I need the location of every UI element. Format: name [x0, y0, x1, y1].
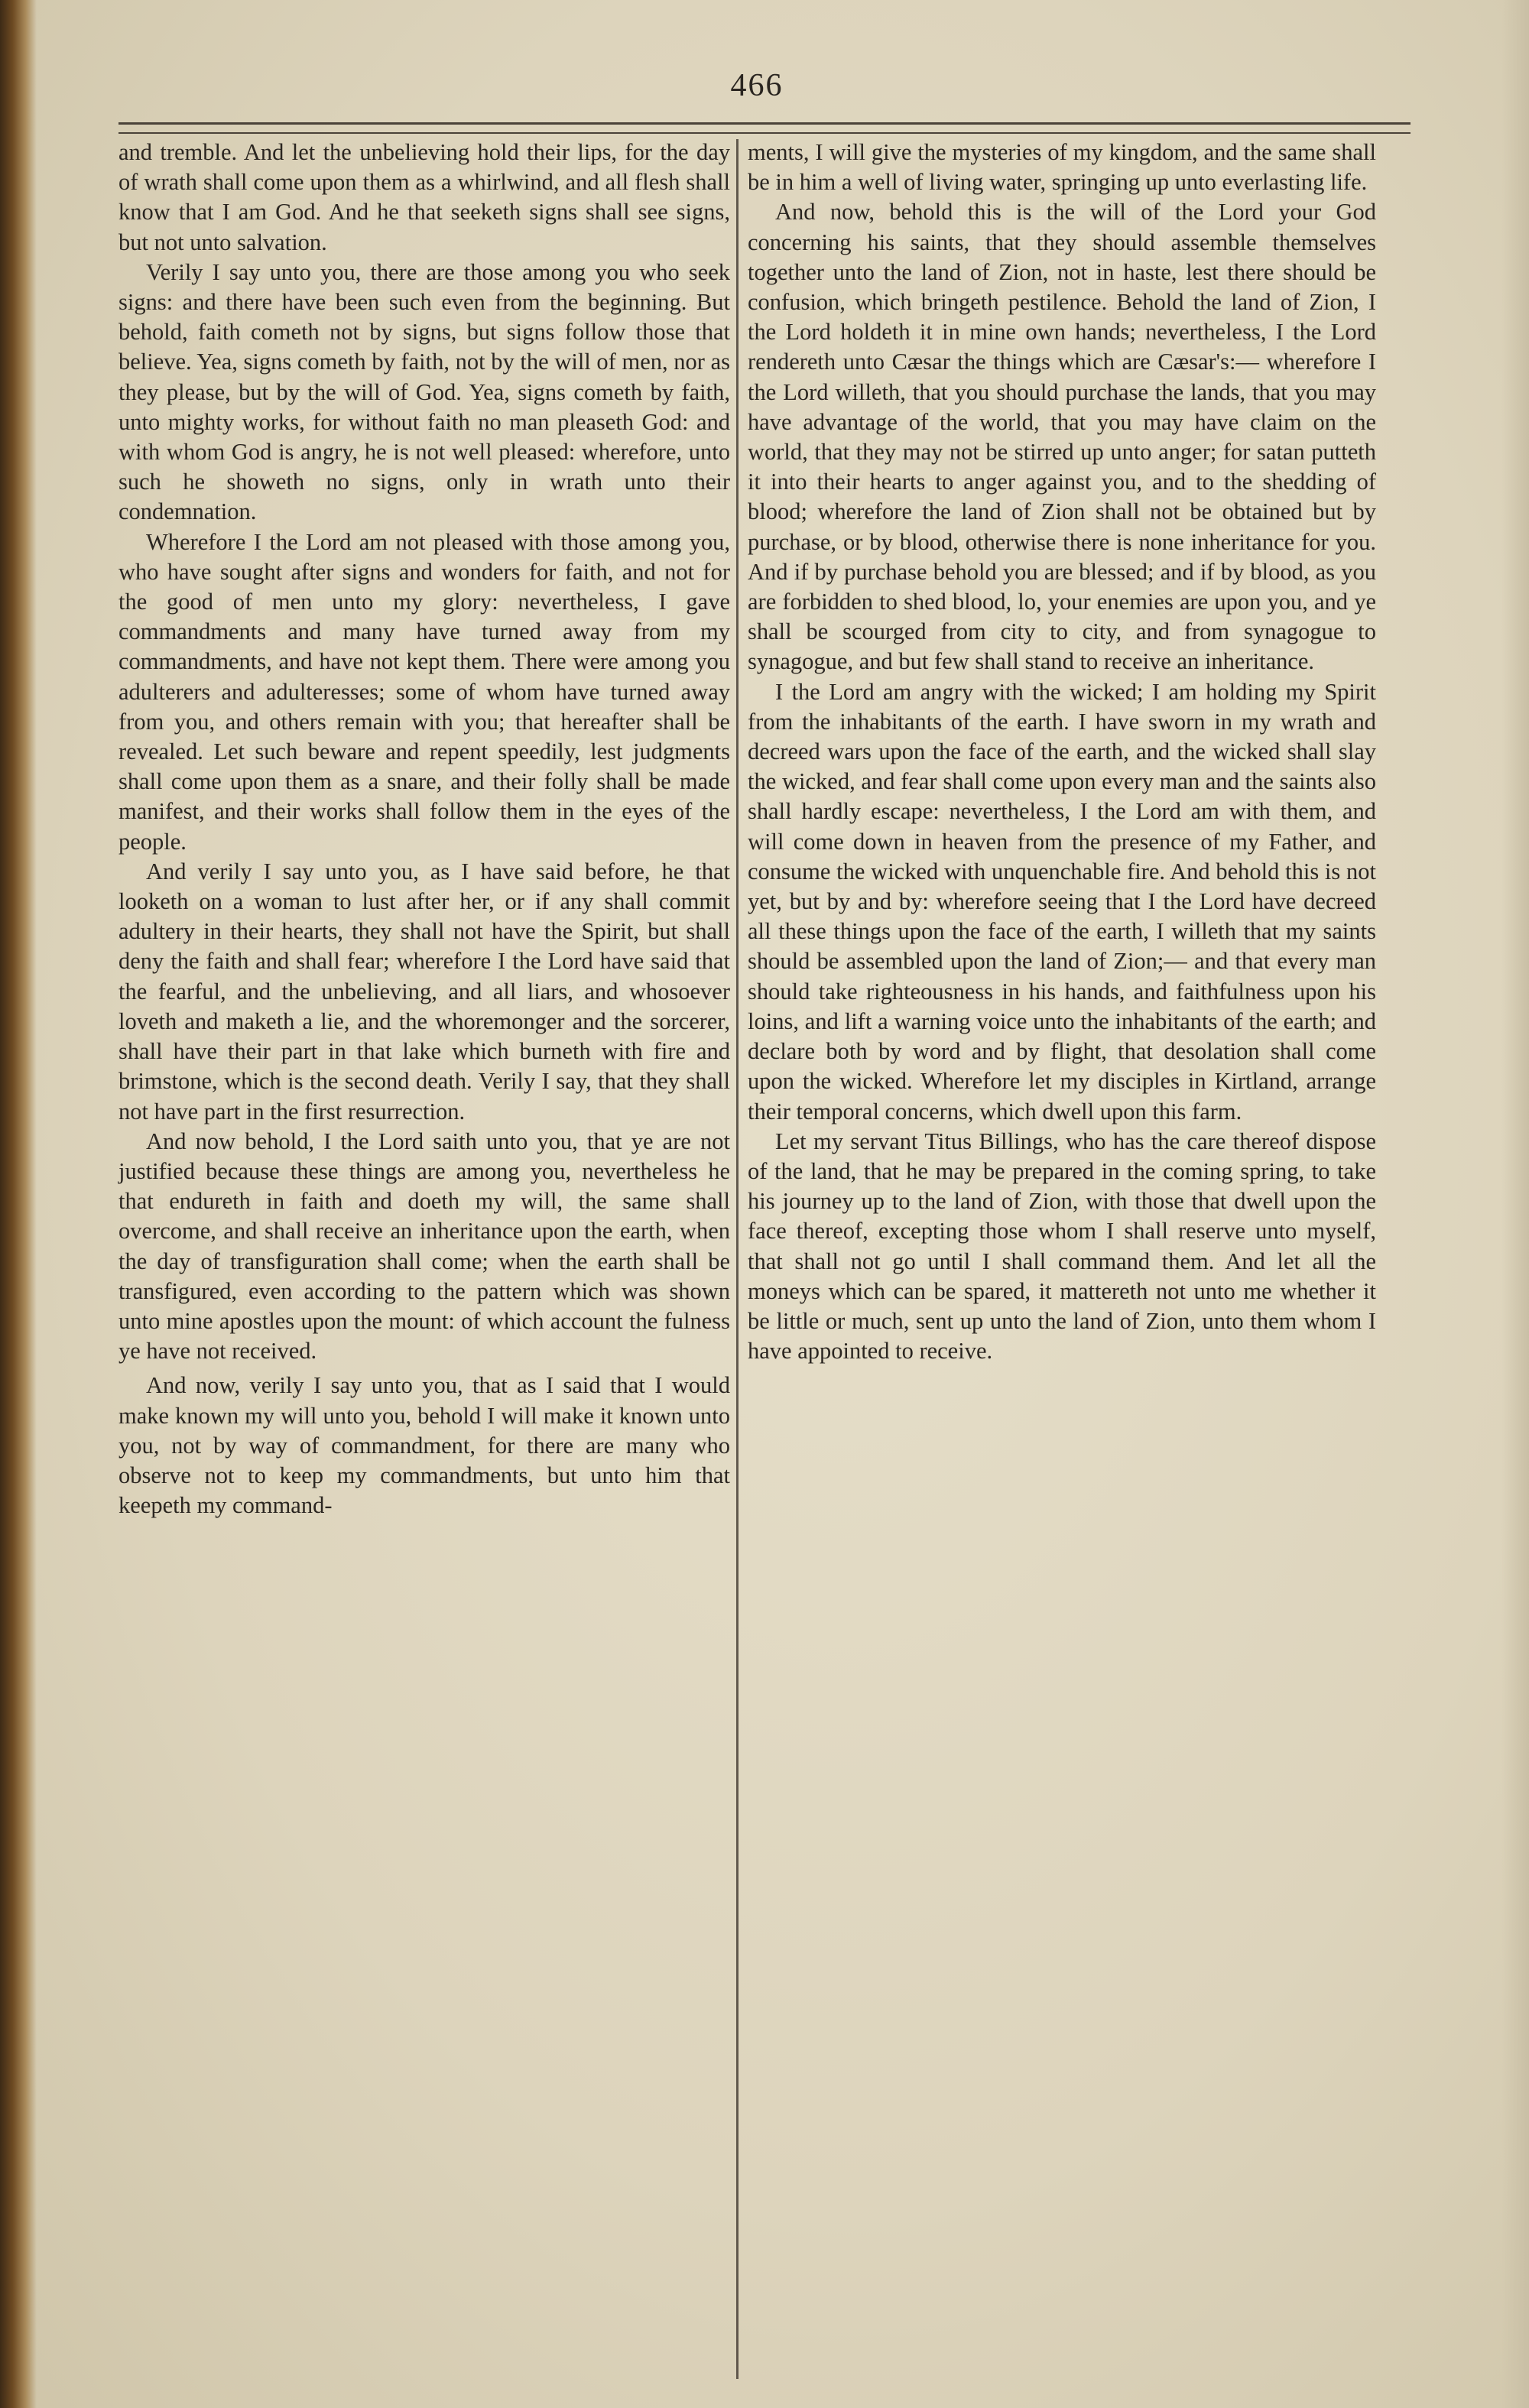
page-edge-shadow [1501, 0, 1529, 2408]
paragraph: I the Lord am angry with the wicked; I am holding my Spirit from the inhabitants of the earth. I have sworn in my wrath and decreed wars upon the face of the earth, and the wicked shall slay the wicked, and fear shall come upon every man and the saints also shall hardly escape: nevertheless, I the Lord am with them, and will come down in heaven from the presence of my Father, and consume the wicked with unquenchable fire. And behold this is not yet, but by and by: wherefore seeing that I the Lord have decreed all these things upon the face of the earth, I willeth that my saints should be assembled upon the land of Zion;— and that every man should take righteousness in his hands, and faithfulness upon his loins, and lift a warning voice unto the inhabitants of the earth; and declare both by word and by flight, that desolation shall come upon the wicked. Wherefore let my disciples in Kirtland, arrange their temporal concerns, which dwell upon this farm. [748, 678, 1376, 1124]
header-rule [118, 122, 1411, 134]
binding-edge [0, 0, 37, 2408]
paragraph: And now behold, I the Lord saith unto you, that ye are not justified because these things are among you, nevertheless he that endureth in faith and doeth my will, the same shall overcome, and shall receive an inheritance upon the earth, when the day of transfiguration shall come; when the earth shall be transfigured, even according to the pattern which was shown unto mine apostles upon the mount: of which account the fulness ye have not received. [118, 1128, 730, 1365]
page-number: 466 [730, 68, 784, 103]
column-divider [736, 139, 739, 2379]
paragraph: Verily I say unto you, there are those among you who seek signs: and there have been such even from the beginning. But behold, faith cometh not by signs, but signs follow those that believe. Yea, signs cometh by faith, not by the will of men, nor as they please, but by the will of God. Yea, signs cometh by faith, unto mighty works, for without faith no man pleaseth God: and with whom God is angry, he is not well pleased: wherefore, unto such he showeth no signs, only in wrath unto their condemnation. [118, 258, 730, 525]
paragraph: And now, verily I say unto you, that as I said that I would make known my will unto you, behold I will make it known unto you, not by way of commandment, for there are many who observe not to keep my commandments, but unto him that keepeth my command- [118, 1372, 730, 1519]
paragraph: Let my servant Titus Billings, who has the care thereof dispose of the land, that he may be prepared in the coming spring, to take his journey up to the land of Zion, with those that dwell upon the face thereof, excepting those whom I shall reserve unto myself, that shall not go until I shall command them. And let all the moneys which can be spared, it mattereth not unto me whether it be little or much, sent up unto the land of Zion, unto them whom I have appointed to receive. [748, 1128, 1376, 1365]
paragraph: Wherefore I the Lord am not pleased with those among you, who have sought after signs and wonders for faith, and not for the good of men unto my glory: nevertheless, I gave commandments and many have turned away from my commandments, and have not kept them. There were among you adulterers and adulteresses; some of whom have turned away from you, and others remain with you; that hereafter shall be revealed. Let such beware and repent speedily, lest judgments shall come upon them as a snare, and their folly shall be made manifest, and their works shall follow them in the eyes of the people. [118, 528, 730, 855]
left-column [118, 138, 730, 1520]
right-column [748, 138, 1376, 1366]
paragraph: And now, behold this is the will of the Lord your God concerning his saints, that they should assemble themselves together unto the land of Zion, not in haste, lest there should be confusion, which bringeth pestilence. Behold the land of Zion, I the Lord holdeth it in mine own hands; nevertheless, I the Lord rendereth unto Cæsar the things which are Cæsar's:— wherefore I the Lord willeth, that you should purchase the lands, that you may have advantage of the world, that you may have claim on the world, that they may not be stirred up unto anger; for satan putteth it into their hearts to anger against you, and to the shedding of blood; wherefore the land of Zion shall not be obtained but by purchase, or by blood, otherwise there is none inheritance for you. And if by purchase behold you are blessed; and if by blood, as you are forbidden to shed blood, lo, your enemies are upon you, and ye shall be scourged from city to city, and from synagogue to synagogue, and but few shall stand to receive an inheritance. [748, 199, 1376, 675]
paragraph: ments, I will give the mysteries of my kingdom, and the same shall be in him a well of living water, springing up unto everlasting life. [748, 139, 1376, 196]
paragraph: and tremble. And let the unbelieving hold their lips, for the day of wrath shall come upon them as a whirlwind, and all flesh shall know that I am God. And he that seeketh signs shall see signs, but not unto salvation. [118, 139, 730, 255]
paragraph: And verily I say unto you, as I have said before, he that looketh on a woman to lust after her, or if any shall commit adultery in their hearts, they shall not have the Spirit, but shall deny the faith and shall fear; wherefore I the Lord have said that the fearful, and the unbelieving, and all liars, and whosoever loveth and maketh a lie, and the whoremonger and the sorcerer, shall have their part in that lake which burneth with fire and brimstone, which is the second death. Verily I say, that they shall not have part in the first resurrection. [118, 858, 730, 1124]
